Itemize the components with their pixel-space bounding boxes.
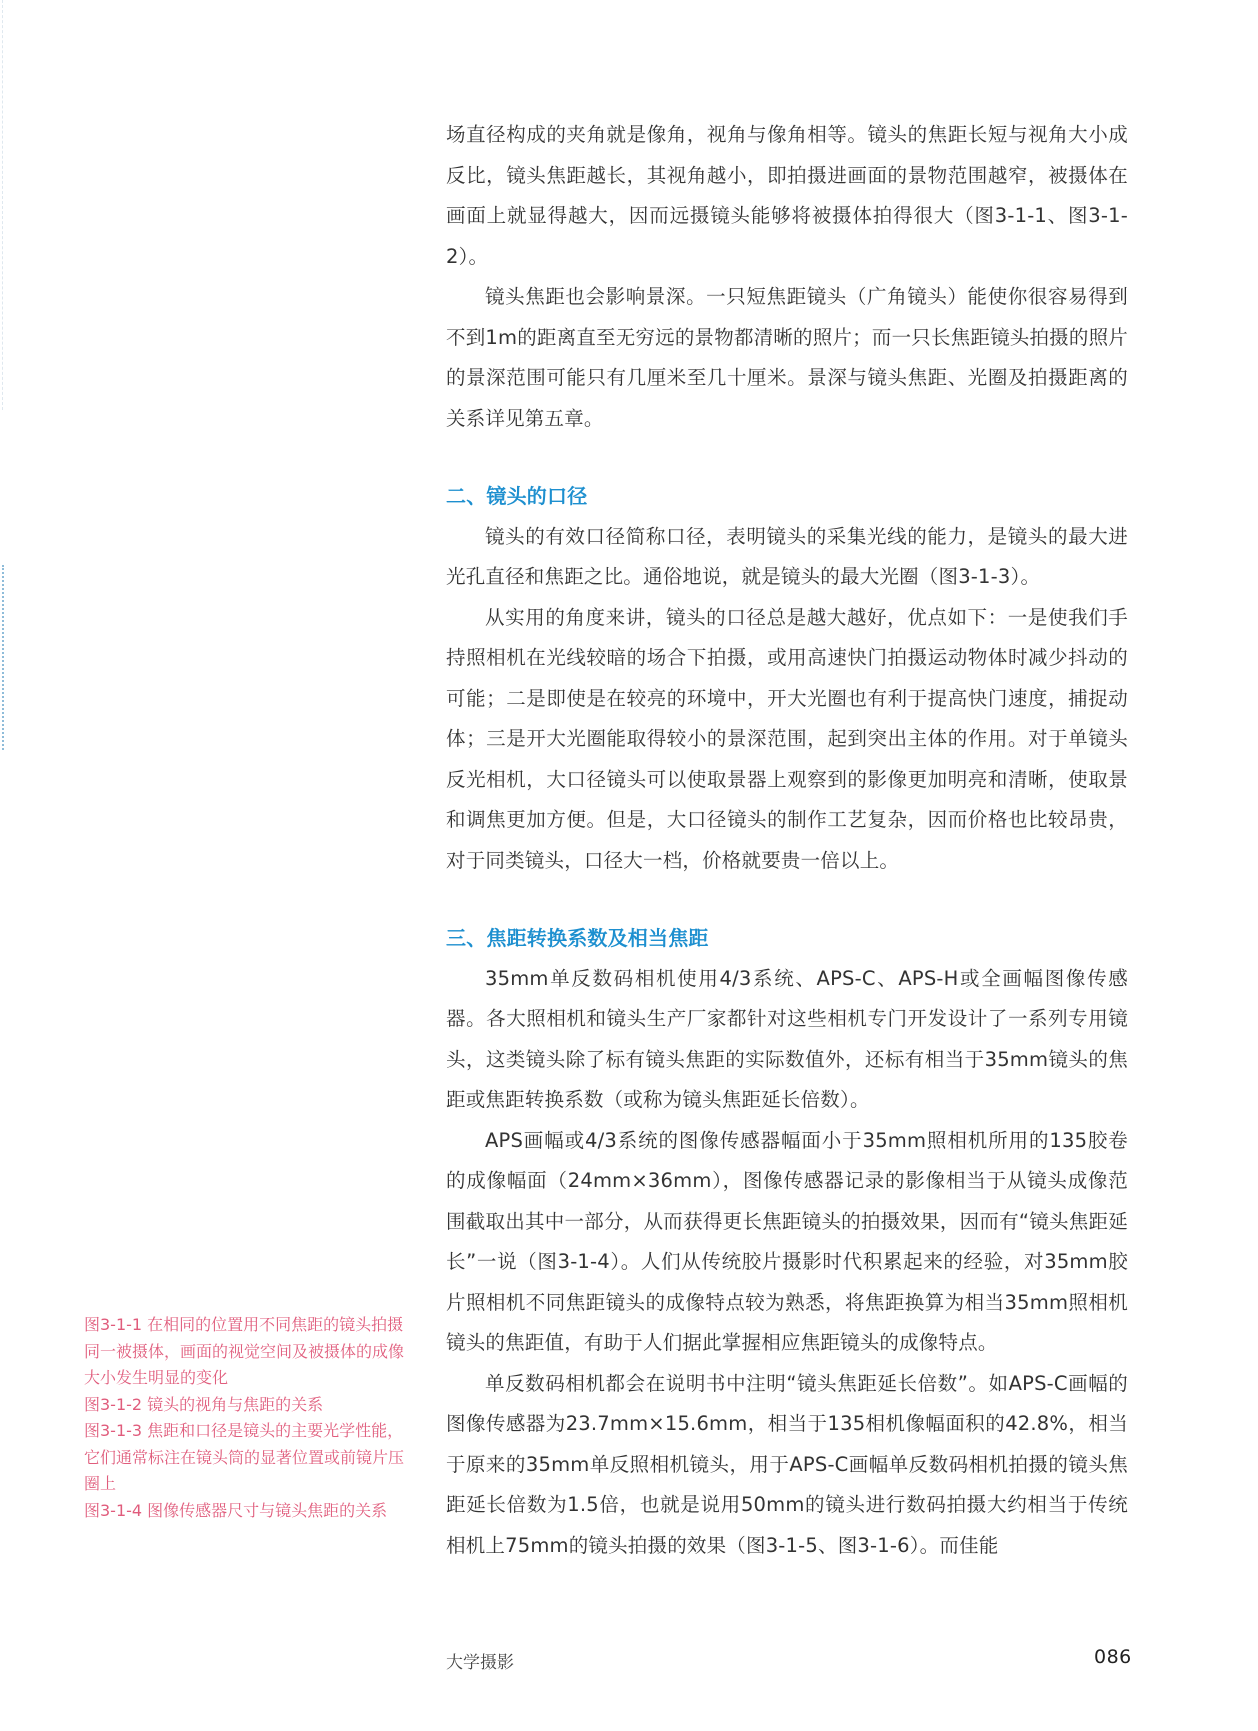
caption-fig-3-1-1: 图3-1-1 在相同的位置用不同焦距的镜头拍摄同一被摄体，画面的视觉空间及被摄体的成像大小发生明显的变化 (84, 1315, 405, 1387)
main-text-column (446, 115, 1128, 1566)
caption-fig-3-1-4: 图3-1-4 图像传感器尺寸与镜头焦距的关系 (84, 1500, 388, 1520)
section-heading-crop-factor: 三、焦距转换系数及相当焦距 (446, 926, 709, 950)
paragraph-aperture-advantages: 从实用的角度来讲，镜头的口径总是越大越好，优点如下：一是使我们手持照相机在光线较暗的场合下拍摄，或用高速快门拍摄运动物体时减少抖动的可能；二是即使是在较亮的环境中，开大光圈也有利于提高快门速度，捕捉动体；三是开大光圈能取得较小的景深范围，起到突出主体的作用。对于单镜头反光相机，大口径镜头可以使取景器上观察到的影像更加明亮和清晰，使取景和调焦更加方便。但是，大口径镜头的制作工艺复杂，因而价格也比较昂贵，对于同类镜头，口径大一档，价格就要贵一倍以上。 (446, 605, 1128, 872)
running-footer-title: 大学摄影 (446, 1653, 514, 1673)
figure-captions (84, 1312, 409, 1524)
section-heading-aperture: 二、镜头的口径 (446, 484, 588, 508)
caption-fig-3-1-3: 图3-1-3 焦距和口径是镜头的主要光学性能，它们通常标注在镜头筒的显著位置或前镜片压圈上 (84, 1421, 405, 1493)
paragraph-depth-of-field: 镜头焦距也会影响景深。一只短焦距镜头（广角镜头）能使你很容易得到不到1m的距离直至无穷远的景物都清晰的照片；而一只长焦距镜头拍摄的照片的景深范围可能只有几厘米至几十厘米。景深与镜头焦距、光圈及拍摄距离的关系详见第五章。 (446, 285, 1128, 430)
page-number: 086 (1094, 1646, 1132, 1668)
page-edge-guide (2, 0, 3, 410)
caption-fig-3-1-2: 图3-1-2 镜头的视角与焦距的关系 (84, 1394, 324, 1414)
paragraph-focal-extension: APS画幅或4/3系统的图像传感器幅面小于35mm照相机所用的135胶卷的成像幅面（24mm×36mm），图像传感器记录的影像相当于从镜头成像范围截取出其中一部分，从而获得更长焦距镜头的拍摄效果，因而有“镜头焦距延长”一说（图3-1-4）。人们从传统胶片摄影时代积累起来的经验，对35mm胶片照相机不同焦距镜头的成像特点较为熟悉，将焦距换算为相当35mm照相机镜头的焦距值，有助于人们据此掌握相应焦距镜头的成像特点。 (446, 1128, 1128, 1354)
paragraph-crop-factor-example: 单反数码相机都会在说明书中注明“镜头焦距延长倍数”。如APS-C画幅的图像传感器为23.7mm×15.6mm，相当于135相机像幅面积的42.8%，相当于原来的35mm单反照相机镜头，用于APS-C画幅单反数码相机拍摄的镜头焦距延长倍数为1.5倍，也就是说用50mm的镜头进行数码拍摄大约相当于传统相机上75mm的镜头拍摄的效果（图3-1-5、图3-1-6）。而佳能 (446, 1371, 1128, 1557)
paragraph-aperture-definition: 镜头的有效口径简称口径，表明镜头的采集光线的能力，是镜头的最大进光孔直径和焦距之比。通俗地说，就是镜头的最大光圈（图3-1-3）。 (446, 524, 1128, 588)
paragraph-angle-of-view: 场直径构成的夹角就是像角，视角与像角相等。镜头的焦距长短与视角大小成反比，镜头焦距越长，其视角越小，即拍摄进画面的景物范围越窄，被摄体在画面上就显得越大，因而远摄镜头能够将被摄体拍得很大（图3-1-1、图3-1-2）。 (446, 123, 1128, 268)
paragraph-sensor-systems: 35mm单反数码相机使用4/3系统、APS-C、APS-H或全画幅图像传感器。各大照相机和镜头生产厂家都针对这些相机专门开发设计了一系列专用镜头，这类镜头除了标有镜头焦距的实际数值外，还标有相当于35mm镜头的焦距或焦距转换系数（或称为镜头焦距延长倍数）。 (446, 966, 1128, 1111)
page-edge-marker (2, 565, 4, 750)
